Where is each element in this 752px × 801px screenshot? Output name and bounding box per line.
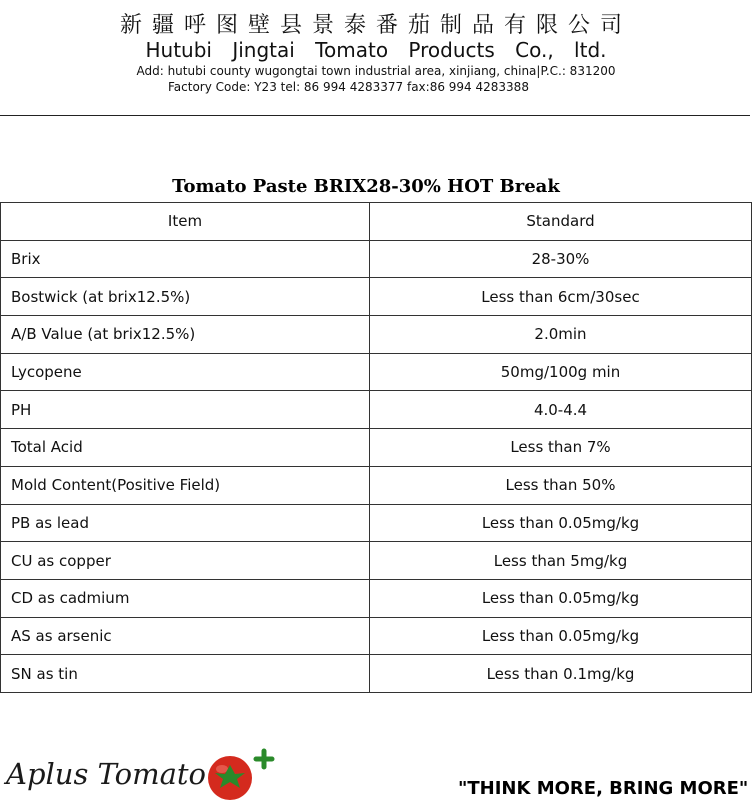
table-row [1, 579, 752, 617]
company-name-chinese: 新疆呼图壁县景泰番茄制品有限公司 [119, 13, 632, 38]
item-cell: SN as tin [1, 655, 370, 693]
table-body [1, 240, 752, 692]
standard-cell: Less than 5mg/kg [370, 542, 752, 580]
item-cell: Lycopene [1, 353, 370, 391]
standard-cell: Less than 6cm/30sec [370, 278, 752, 316]
item-cell: Mold Content(Positive Field) [1, 466, 370, 504]
standard-cell: Less than 0.05mg/kg [370, 579, 752, 617]
standard-cell: 28-30% [370, 240, 752, 278]
item-cell: PB as lead [1, 504, 370, 542]
header-divider [0, 115, 750, 116]
factory-contact: Factory Code: Y23 tel: 86 994 4283377 fax:86 994 4283388 [168, 80, 529, 94]
item-cell: Bostwick (at brix12.5%) [1, 278, 370, 316]
standard-cell: Less than 50% [370, 466, 752, 504]
standard-cell: Less than 0.05mg/kg [370, 504, 752, 542]
table-row [1, 391, 752, 429]
company-address: Add: hutubi county wugongtai town industrial area, xinjiang, china|P.C.: 831200 [136, 64, 616, 78]
logo-text: Aplus Tomato [6, 757, 207, 791]
standard-cell: Less than 0.1mg/kg [370, 655, 752, 693]
table-row [1, 353, 752, 391]
item-cell: PH [1, 391, 370, 429]
standard-cell: 4.0-4.4 [370, 391, 752, 429]
item-cell: AS as arsenic [1, 617, 370, 655]
table-row [1, 617, 752, 655]
table-row [1, 429, 752, 467]
item-cell: Total Acid [1, 429, 370, 467]
column-header-standard: Standard [370, 203, 752, 241]
table-row [1, 278, 752, 316]
table-header-row [1, 203, 752, 241]
document-title: Tomato Paste BRIX28-30% HOT Break [172, 176, 560, 197]
item-cell: A/B Value (at brix12.5%) [1, 316, 370, 354]
table-row [1, 240, 752, 278]
tomato-icon [202, 747, 278, 801]
standard-cell: 50mg/100g min [370, 353, 752, 391]
table-row [1, 655, 752, 693]
standard-cell: Less than 7% [370, 429, 752, 467]
table-row [1, 542, 752, 580]
standard-cell: 2.0min [370, 316, 752, 354]
item-cell: CD as cadmium [1, 579, 370, 617]
company-name-english: Hutubi Jingtai Tomato Products Co., ltd. [145, 38, 607, 62]
table-row [1, 466, 752, 504]
specification-table [0, 202, 752, 693]
item-cell: CU as copper [1, 542, 370, 580]
table-row [1, 316, 752, 354]
standard-cell: Less than 0.05mg/kg [370, 617, 752, 655]
slogan: "THINK MORE, BRING MORE" [458, 778, 749, 799]
column-header-item: Item [1, 203, 370, 241]
item-cell: Brix [1, 240, 370, 278]
table-row [1, 504, 752, 542]
